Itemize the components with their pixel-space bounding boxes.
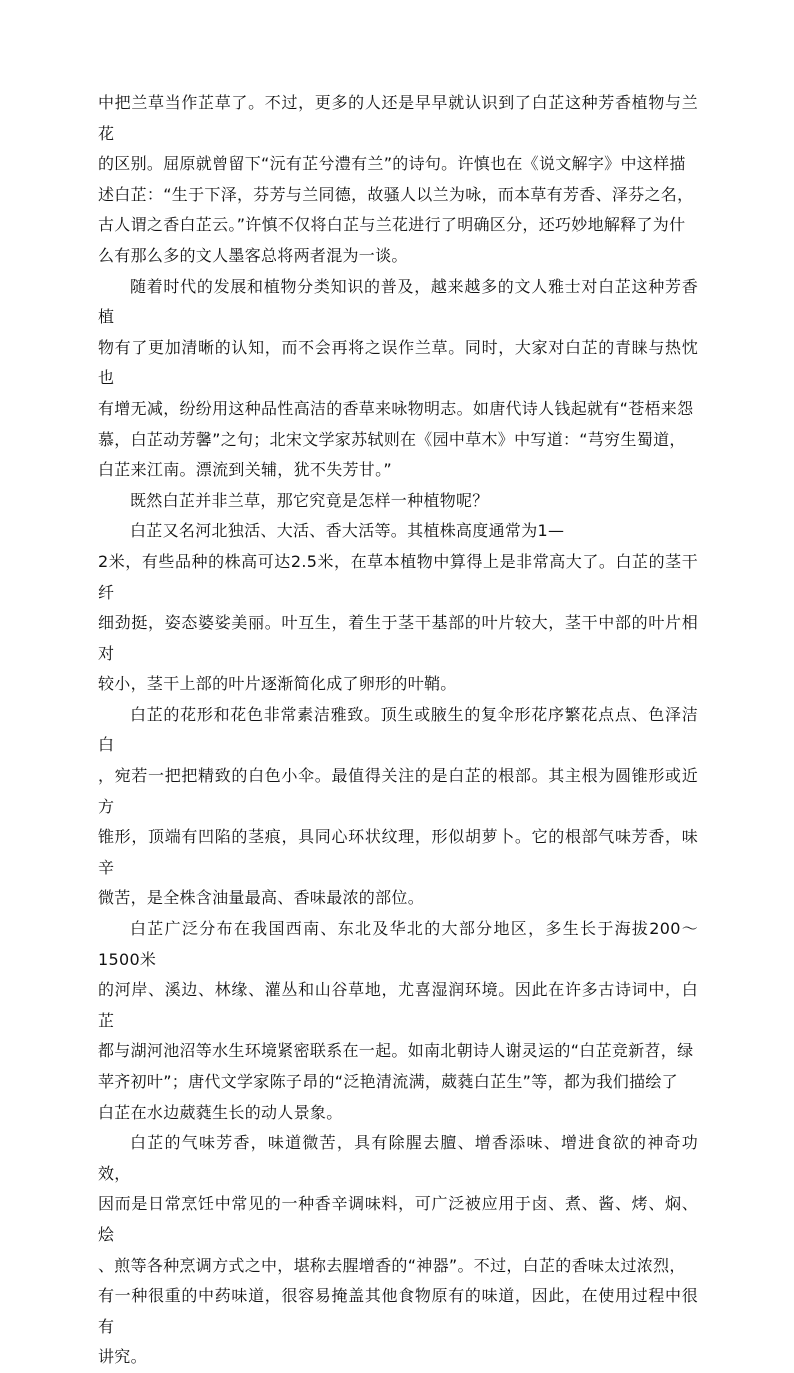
paragraph: 既然白芷并非兰草，那它究竟是怎样一种植物呢？: [130, 490, 489, 510]
paragraph: 白芷的花形和花色非常素洁雅致。顶生或腋生的复伞形花序繁花点点、色泽洁白 ，宛若一把把精致的白色小伞。最值得关注的是白芷的根部。其主根为圆锥形或近方 锥形，顶端有凹陷的茎痕，具同心环状纹理，形似胡萝卜。它的根部气味芳香，味辛 微苦，是全株含油量最高、香味最浓的部位。: [98, 704, 698, 908]
paragraph: 白芷又名河北独活、大活、香大活等。其植株高度通常为1— 2米，有些品种的株高可达2.5米，在草本植物中算得上是非常高大了。白芷的茎干纤 细劲挺，姿态婆娑美丽。叶互生，着生于茎干基部的叶片较大，茎干中部的叶片相对 较小，茎干上部的叶片逐渐简化成了卵形的叶鞘。: [98, 521, 698, 694]
paragraph: 中把兰草当作芷草了。不过，更多的人还是早早就认识到了白芷这种芳香植物与兰花 的区别。屈原就曾留下“沅有芷兮澧有兰”的诗句。许慎也在《说文解字》中这样描 述白芷：“生于下泽，芬芳与兰同德，故骚人以兰为咏，而本草有芳香、泽芬之名， 古人谓之香白芷云。”许慎不仅将白芷与兰花进行了明确区分，还巧妙地解释了为什 么有那么多的文人墨客总将两者混为一谈。: [98, 93, 698, 265]
paragraph: 随着时代的发展和植物分类知识的普及，越来越多的文人雅士对白芷这种芳香植 物有了更加清晰的认知，而不会再将之误作兰草。同时，大家对白芷的青睐与热忱也 有增无减，纷纷用这种品性高洁的香草来咏物明志。如唐代诗人钱起就有“苍梧来怨 慕，白芷动芳馨”之句；北宋文学家苏轼则在《园中草木》中写道：“芎穷生蜀道， 白芷来江南。漂流到关辅，犹不失芳甘。”: [98, 276, 698, 480]
document-page: [98, 88, 698, 1373]
paragraph: 白芷的气味芳香，味道微苦，具有除腥去膻、增香添味、增进食欲的神奇功效， 因而是日常烹饪中常见的一种香辛调味料，可广泛被应用于卤、煮、酱、烤、焖、烩 、煎等各种烹调方式之中，堪称去腥增香的“神器”。不过，白芷的香味太过浓烈， 有一种很重的中药味道，很容易掩盖其他食物原有的味道，因此，在使用过程中很有 讲究。: [98, 1133, 698, 1367]
paragraph: 白芷广泛分布在我国西南、东北及华北的大部分地区，多生长于海拔200～1500米 的河岸、溪边、林缘、灌丛和山谷草地，尤喜湿润环境。因此在许多古诗词中，白芷 都与湖河池沼等水生环境紧密联系在一起。如南北朝诗人谢灵运的“白芷竞新苕，绿 苹齐初叶”；唐代文学家陈子昂的“泛艳清流满，葳蕤白芷生”等，都为我们描绘了 白芷在水边葳蕤生长的动人景象。: [98, 919, 698, 1122]
